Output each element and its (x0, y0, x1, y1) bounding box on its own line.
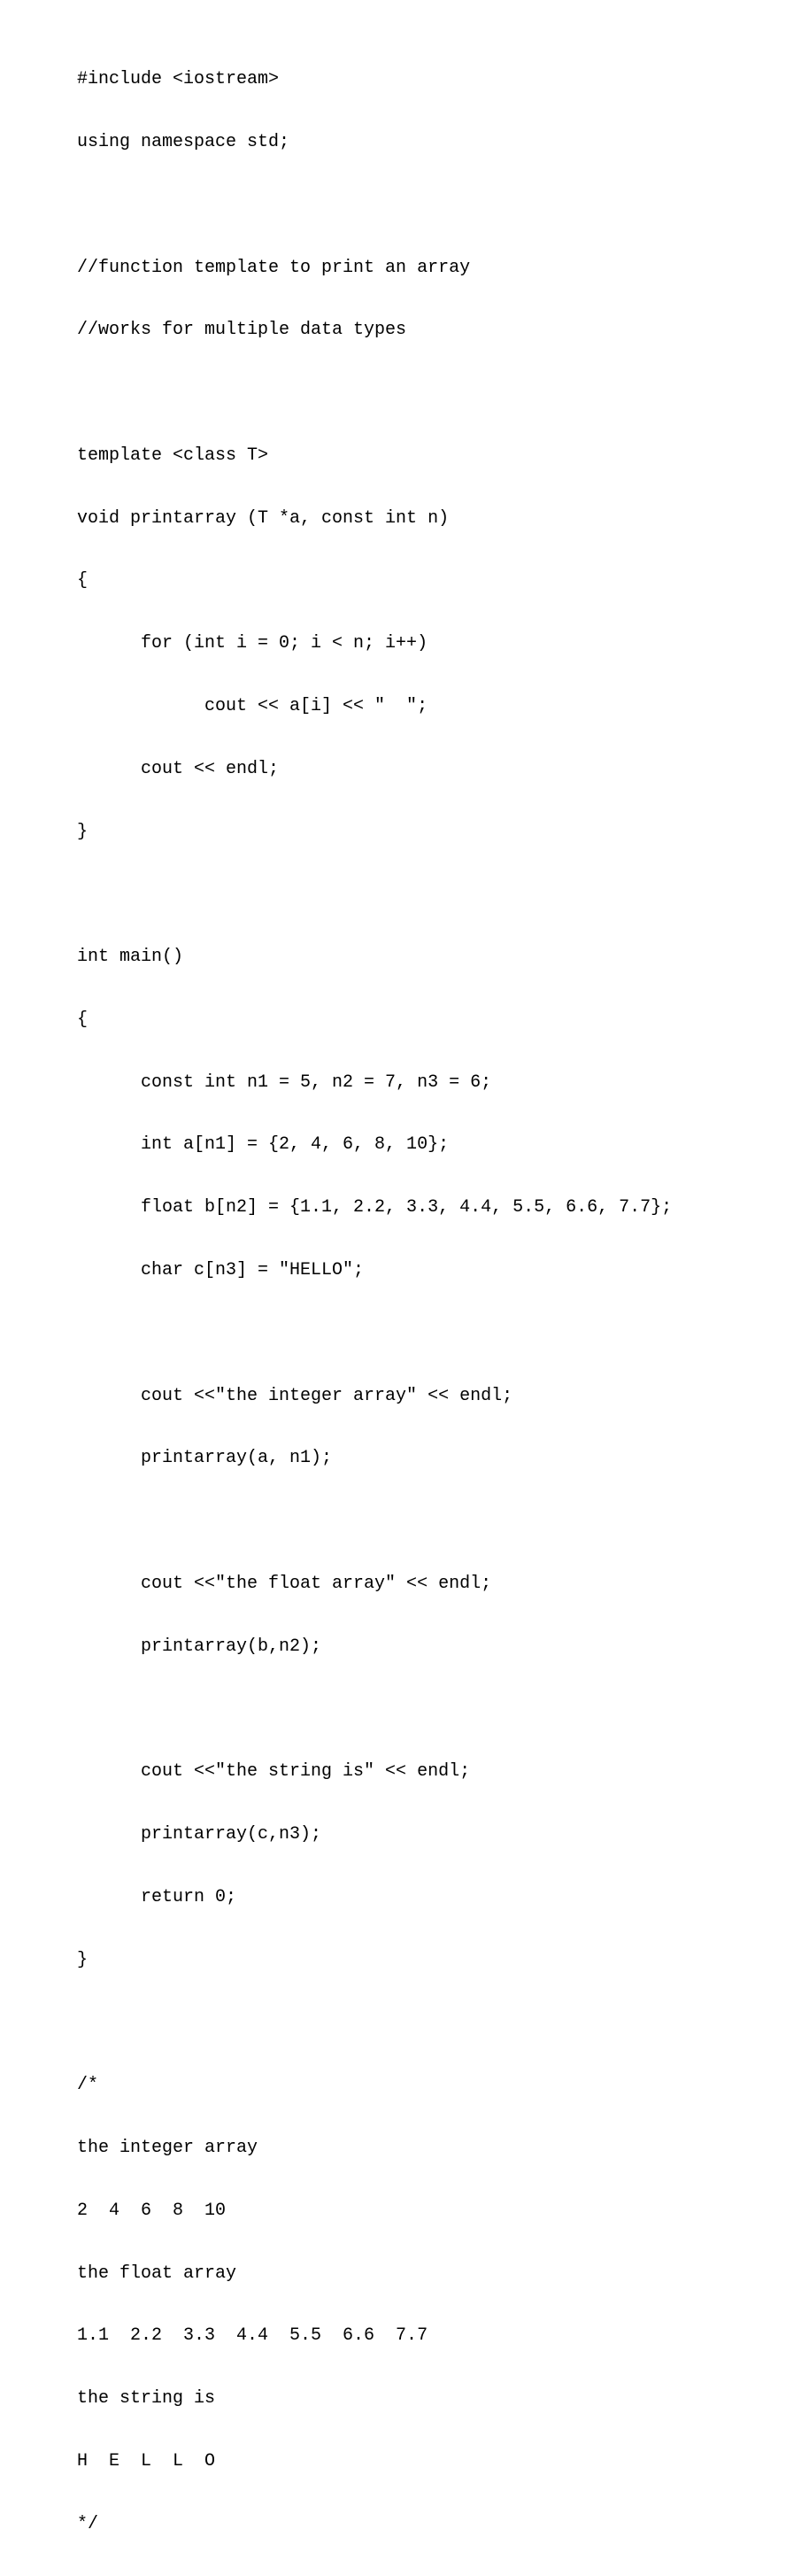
code-line: the integer array (77, 2137, 258, 2158)
code-line (77, 383, 672, 404)
code-line: cout <<"the float array" << endl; (77, 1573, 492, 1594)
code-line (77, 2012, 672, 2033)
code-line: { (77, 570, 89, 592)
code-line: template <class T> (77, 445, 269, 466)
code-line: cout << endl; (77, 758, 280, 779)
code-line: */ (77, 2513, 99, 2534)
code-line: const int n1 = 5, n2 = 7, n3 = 6; (77, 1071, 492, 1093)
code-line: H E L L O (77, 2450, 216, 2472)
code-line: #include <iostream> (77, 69, 280, 90)
code-line: float b[n2] = {1.1, 2.2, 3.3, 4.4, 5.5, 6.6, 7.7}; (77, 1197, 673, 1218)
code-line (77, 1323, 672, 1344)
code-line (77, 1699, 672, 1721)
code-line: void printarray (T *a, const int n) (77, 507, 450, 529)
code-line: int a[n1] = {2, 4, 6, 8, 10}; (77, 1134, 450, 1156)
code-line: printarray(c,n3); (77, 1824, 322, 1845)
code-line: cout <<"the integer array" << endl; (77, 1385, 513, 1406)
code-line: using namespace std; (77, 131, 290, 152)
code-line (77, 884, 672, 905)
code-line: the string is (77, 2388, 216, 2410)
code-listing (77, 27, 672, 2576)
code-line: char c[n3] = "HELLO"; (77, 1260, 365, 1281)
code-line: { (77, 1009, 89, 1030)
code-line (77, 195, 672, 216)
code-line: /* (77, 2075, 99, 2096)
code-line: //function template to print an array (77, 257, 471, 278)
code-line: cout <<"the string is" << endl; (77, 1761, 471, 1783)
code-line: cout << a[i] << " "; (77, 696, 428, 716)
code-line: printarray(a, n1); (77, 1448, 333, 1469)
code-line: 1.1 2.2 3.3 4.4 5.5 6.6 7.7 (77, 2325, 428, 2347)
code-line: } (77, 821, 89, 842)
code-line (77, 1511, 672, 1532)
code-line: //works for multiple data types (77, 320, 407, 341)
code-line: the float array (77, 2263, 237, 2284)
code-line: for (int i = 0; i < n; i++) (77, 633, 428, 654)
code-line: int main() (77, 947, 184, 968)
code-line: return 0; (77, 1886, 237, 1907)
code-line: 2 4 6 8 10 (77, 2200, 227, 2221)
code-line: } (77, 1949, 89, 1970)
code-line: printarray(b,n2); (77, 1636, 322, 1657)
